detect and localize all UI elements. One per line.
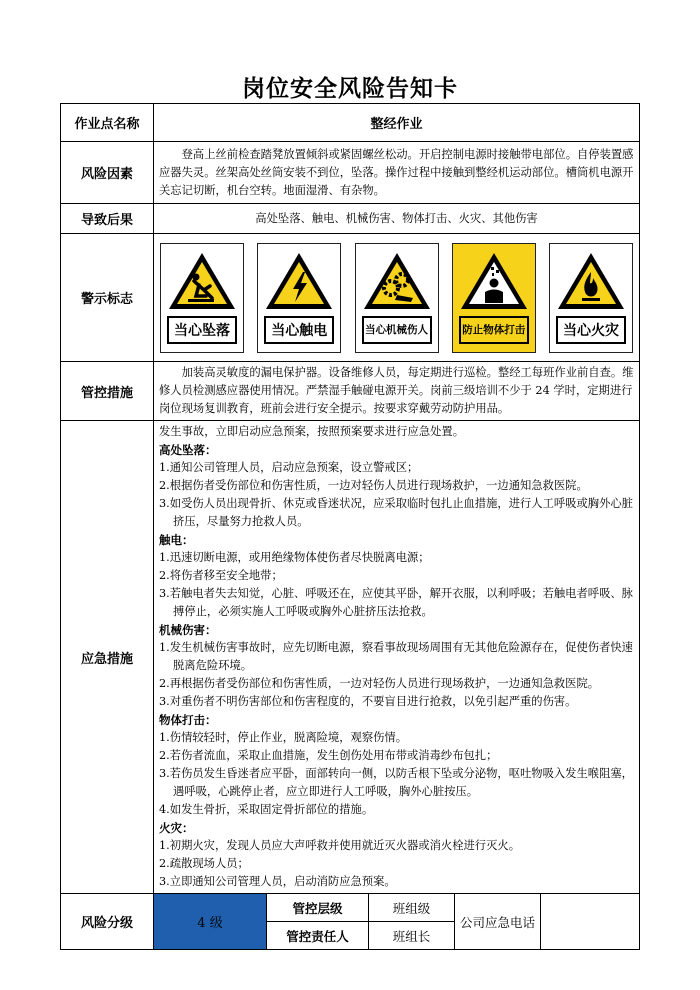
sign-caption: 防止物体打击 <box>459 316 529 344</box>
emergency-item: 3.对重伤者不明伤害部位和伤害程度的，不要盲目进行抢救，以免引起严重的伤害。 <box>159 695 577 708</box>
level-value: 班组级 <box>369 894 455 922</box>
row-emergency <box>61 421 640 894</box>
result-label: 导致后果 <box>61 204 154 234</box>
emergency-item: 2.若伤者流血，采取止血措施，发生创伤处用布带或消毒纱布包扎； <box>159 749 498 762</box>
risk-label: 风险因素 <box>61 142 154 204</box>
emergency-item: 3.如受伤人员出现骨折、休克或昏迷状况，应采取临时包扎止血措施，进行人工呼吸或胸外心脏挤压，尽量努力抢救人员。 <box>159 497 633 528</box>
emergency-section-title: 火灾： <box>159 821 194 835</box>
work-value: 整经作业 <box>154 104 640 142</box>
emergency-intro: 发生事故，立即启动应急预案，按照预案要求进行应急处置。 <box>159 425 465 438</box>
emergency-item: 1.初期火灾，发现人员应大声呼救并使用就近灭火器或消火栓进行灭火。 <box>159 839 520 852</box>
sign-fire <box>549 243 633 353</box>
fall-hazard-icon <box>166 250 238 312</box>
row-warn <box>61 234 640 362</box>
phone-value <box>541 894 640 950</box>
emergency-section-title: 触电： <box>159 533 194 547</box>
row-grade-1 <box>61 894 640 922</box>
emergency-item: 4.如发生骨折，采取固定骨折部位的措施。 <box>159 803 374 816</box>
emergency-content <box>154 421 640 894</box>
falling-object-icon <box>458 250 530 312</box>
sign-fall <box>160 243 244 353</box>
row-control <box>61 362 640 421</box>
page-title: 岗位安全风险告知卡 <box>242 76 458 102</box>
emergency-item: 1.伤情较轻时，停止作业，脱离险境，观察伤情。 <box>159 731 408 744</box>
emergency-item: 2.疏散现场人员； <box>159 857 249 870</box>
grade-label: 风险分级 <box>61 894 154 950</box>
emergency-section-title: 机械伤害： <box>159 623 217 637</box>
owner-label: 管控责任人 <box>267 922 369 950</box>
sign-caption: 当心触电 <box>264 316 334 344</box>
risk-card-table <box>60 103 640 950</box>
emergency-item: 2.根据伤者受伤部位和伤害性质，一边对轻伤人员进行现场救护，一边通知急救医院。 <box>159 479 588 492</box>
emergency-section-title: 高处坠落： <box>159 443 217 457</box>
row-result <box>61 204 640 234</box>
machinery-injury-icon <box>361 250 433 312</box>
risk-text: 登高上丝前检查踏凳放置倾斜或紧固螺丝松动。开启控制电源时接触带电部位。自停装置感应器失灵。丝架高处丝筒安装不到位，坠落。操作过程中接触到整经机运动部位。槽筒机电源开关忘记切断，机台空转。地面湿滑、有杂物。 <box>159 147 634 197</box>
phone-label: 公司应急电话 <box>455 894 541 950</box>
emergency-item: 3.若伤员发生昏迷者应平卧，面部转向一侧，以防舌根下坠或分泌物，呕吐物吸入发生喉阻塞，遇呼吸，心跳停止者，应立即进行人工呼吸，胸外心脏按压。 <box>159 767 633 798</box>
owner-value: 班组长 <box>369 922 455 950</box>
emergency-item: 1.迅速切断电源，或用绝缘物体使伤者尽快脱离电源； <box>159 551 430 564</box>
row-risk <box>61 142 640 204</box>
emergency-item: 2.再根据伤者受伤部位和伤害性质，一边对轻伤人员进行现场救护，一边通知急救医院。 <box>159 677 600 690</box>
row-work <box>61 104 640 142</box>
emergency-item: 1.发生机械伤害事故时，应先切断电源，察看事故现场周围有无其他危险源存在，促使伤者快速脱离危险环境。 <box>159 641 633 672</box>
emergency-section-title: 物体打击： <box>159 713 217 727</box>
sign-shock <box>257 243 341 353</box>
work-label: 作业点名称 <box>61 104 154 142</box>
emergency-item: 3.立即通知公司管理人员，启动消防应急预案。 <box>159 875 396 888</box>
grade-value: 4 级 <box>154 894 267 950</box>
sign-machinery <box>355 243 439 353</box>
sign-falling-object <box>452 243 536 353</box>
fire-hazard-icon <box>555 250 627 312</box>
sign-caption: 当心坠落 <box>167 316 237 344</box>
control-text: 加装高灵敏度的漏电保护器。设备维修人员，每定期进行巡检。整经工每班作业前自查。维修人员检测感应器使用情况。严禁湿手触碰电源开关。岗前三级培训不少于 24 学时，定期进行岗位现场复训教育，班前会进行安全提示。按要求穿戴劳动防护用品。 <box>159 366 634 415</box>
sign-caption: 当心火灾 <box>556 316 626 344</box>
warning-signs <box>154 243 639 353</box>
emergency-item: 3.若触电者失去知觉，心脏、呼吸还在，应使其平卧，解开衣服，以利呼吸；若触电者呼吸、脉搏停止，必须实施人工呼吸或胸外心脏挤压法抢救。 <box>159 587 633 618</box>
sign-caption: 当心机械伤人 <box>362 316 432 344</box>
control-label: 管控措施 <box>61 362 154 421</box>
result-text: 高处坠落、触电、机械伤害、物体打击、火灾、其他伤害 <box>154 204 640 234</box>
emergency-item: 2.将伤者移至安全地带； <box>159 569 283 582</box>
warn-label: 警示标志 <box>61 234 154 362</box>
emergency-label: 应急措施 <box>61 421 154 894</box>
emergency-item: 1.通知公司管理人员，启动应急预案，设立警戒区； <box>159 461 419 474</box>
level-label: 管控层级 <box>267 894 369 922</box>
electric-shock-icon <box>263 250 335 312</box>
